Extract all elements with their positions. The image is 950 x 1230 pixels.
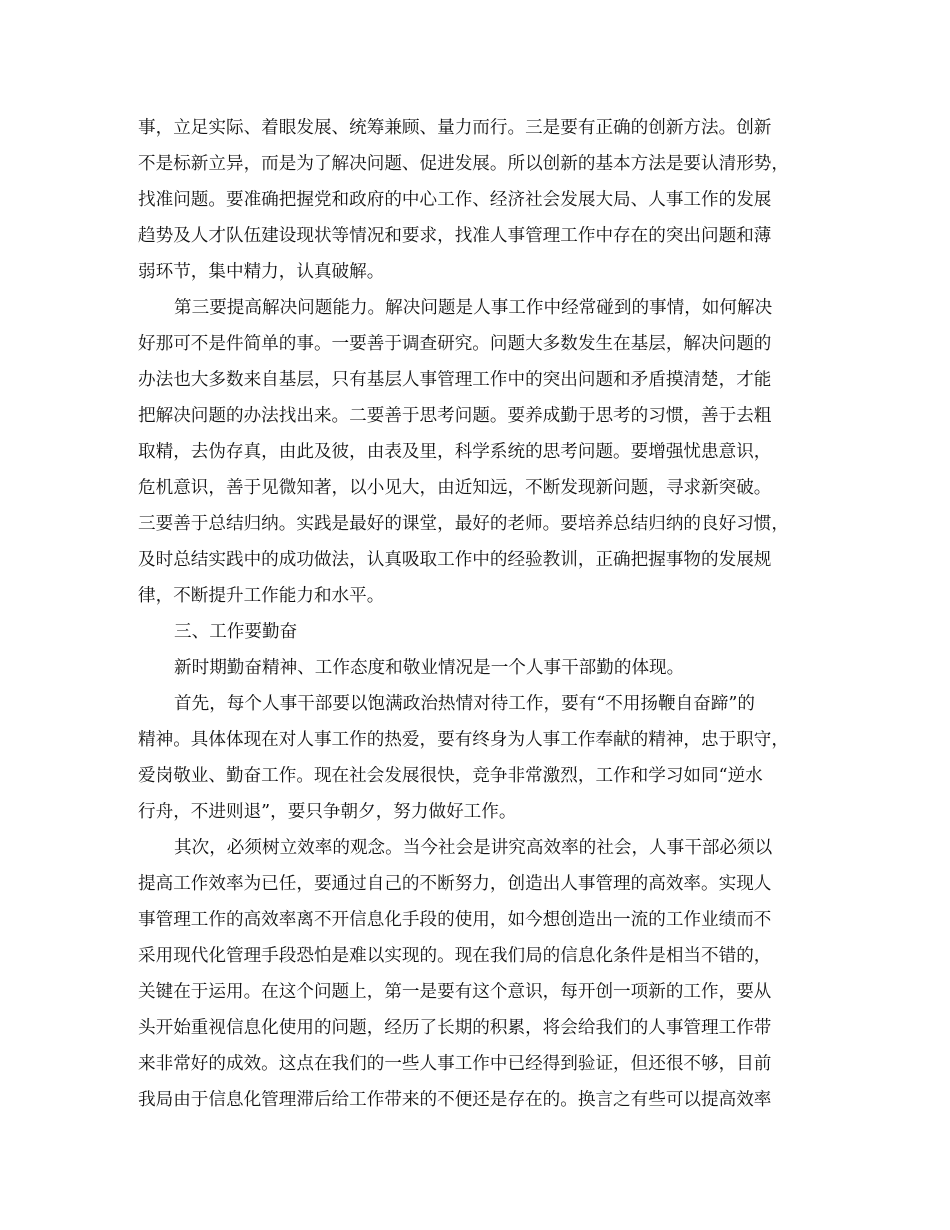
text-line: 三要善于总结归纳。实践是最好的课堂，最好的老师。要培养总结归纳的良好习惯， bbox=[138, 514, 789, 534]
text-line: 事，立足实际、着眼发展、统筹兼顾、量力而行。三是要有正确的创新方法。创新 bbox=[138, 118, 772, 138]
text-line: 新时期勤奋精神、工作态度和敬业情况是一个人事干部勤的体现。 bbox=[174, 658, 685, 678]
text-line: 爱岗敬业、勤奋工作。现在社会发展很快，竞争非常激烈，工作和学习如同“逆水 bbox=[138, 766, 763, 786]
text-line: 第三要提高解决问题能力。解决问题是人事工作中经常碰到的事情，如何解决 bbox=[174, 298, 773, 318]
text-line: 我局由于信息化管理滞后给工作带来的不便还是存在的。换言之有些可以提高效率 bbox=[138, 1090, 772, 1110]
text-line: 弱环节，集中精力，认真破解。 bbox=[138, 262, 385, 282]
section-heading: 三、工作要勤奋 bbox=[174, 622, 298, 642]
text-line: 首先，每个人事干部要以饱满政治热情对待工作，要有“不用扬鞭自奋蹄”的 bbox=[174, 694, 755, 714]
text-line: 趋势及人才队伍建设现状等情况和要求，找准人事管理工作中存在的突出问题和薄 bbox=[138, 226, 772, 246]
text-line: 把解决问题的办法找出来。二要善于思考问题。要养成勤于思考的习惯，善于去粗 bbox=[138, 406, 772, 426]
text-line: 办法也大多数来自基层，只有基层人事管理工作中的突出问题和矛盾摸清楚，才能 bbox=[138, 370, 772, 390]
text-line: 头开始重视信息化使用的问题，经历了长期的积累，将会给我们的人事管理工作带 bbox=[138, 1018, 772, 1038]
text-line: 律，不断提升工作能力和水平。 bbox=[138, 586, 385, 606]
text-line: 取精，去伪存真，由此及彼，由表及里，科学系统的思考问题。要增强忧患意识， bbox=[138, 442, 772, 462]
text-line: 其次，必须树立效率的观念。当今社会是讲究高效率的社会，人事干部必须以 bbox=[174, 838, 773, 858]
text-line: 提高工作效率为已任，要通过自己的不断努力，创造出人事管理的高效率。实现人 bbox=[138, 874, 772, 894]
text-line: 好那可不是件简单的事。一要善于调查研究。问题大多数发生在基层，解决问题的 bbox=[138, 334, 772, 354]
text-line: 及时总结实践中的成功做法，认真吸取工作中的经验教训，正确把握事物的发展规 bbox=[138, 550, 772, 570]
text-line: 来非常好的成效。这点在我们的一些人事工作中已经得到验证，但还很不够，目前 bbox=[138, 1054, 772, 1074]
text-line: 事管理工作的高效率离不开信息化手段的使用，如今想创造出一流的工作业绩而不 bbox=[138, 910, 772, 930]
text-line: 行舟，不进则退”，要只争朝夕，努力做好工作。 bbox=[138, 802, 517, 822]
text-line: 关键在于运用。在这个问题上，第一是要有这个意识，每开创一项新的工作，要从 bbox=[138, 982, 772, 1002]
text-line: 找准问题。要准确把握党和政府的中心工作、经济社会发展大局、人事工作的发展 bbox=[138, 190, 772, 210]
text-line: 精神。具体体现在对人事工作的热爱，要有终身为人事工作奉献的精神，忠于职守， bbox=[138, 730, 789, 750]
text-line: 采用现代化管理手段恐怕是难以实现的。现在我们局的信息化条件是相当不错的， bbox=[138, 946, 772, 966]
text-line: 不是标新立异，而是为了解决问题、促进发展。所以创新的基本方法是要认清形势， bbox=[138, 154, 789, 174]
text-line: 危机意识，善于见微知著，以小见大，由近知远，不断发现新问题，寻求新突破。 bbox=[138, 478, 772, 498]
